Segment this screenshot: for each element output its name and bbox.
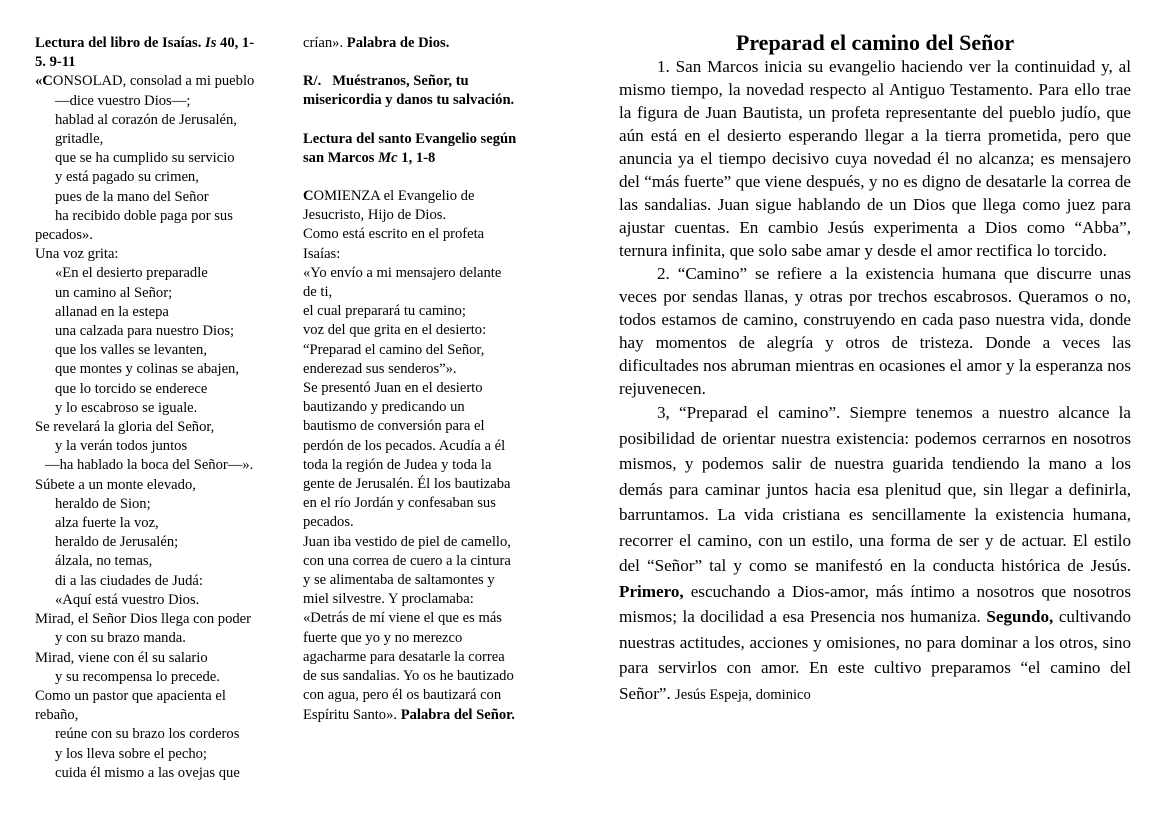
gospel-line: «Yo envío a mi mensajero delante	[303, 264, 502, 281]
gospel-line: con una correa de cuero a la cintura	[303, 552, 511, 569]
gospel-line: Jesucristo, Hijo de Dios.	[303, 207, 447, 224]
psalm-response-line1: R/. Muéstranos, Señor, tu	[303, 73, 469, 90]
commentary-paragraph-3	[619, 400, 1131, 708]
commentary-title: Preparad el camino del Señor	[735, 30, 1015, 55]
gospel-line: Juan iba vestido de piel de camello,	[303, 533, 511, 550]
paragraph-3-text-a: 3, “Preparad el camino”. Siempre tenemos a nuestro alcance la posibilidad de orientar nuestra existencia: podemos cerrarnos en nosotros mismos, y podemos salir de nuestra guarida tendiendo la mano a los demás para caminar juntos hacia esa plenitud que, sin llegar a definirla, barruntamos. La vida cristiana es sencillamente la existencia humana, recorrer el camino, con un estilo, una forma de ser y de actuar. El estilo del “Señor” tal y como se manifestó en la conducta histórica de Jesús.	[619, 403, 1131, 575]
verse-line: Súbete a un monte elevado,	[35, 476, 196, 493]
gospel-line: Se presentó Juan en el desierto	[303, 380, 483, 397]
isaiah-heading-ref-num: 40, 1-	[220, 35, 255, 51]
verse-line: que lo torcido se enderece	[55, 380, 208, 397]
verse-line: y lo escabroso se iguale.	[55, 399, 198, 416]
word-of-lord-label: Palabra del Señor.	[400, 706, 515, 723]
gospel-line: enderezad sus senderos”».	[303, 360, 457, 377]
gospel-heading-line2	[303, 149, 553, 168]
commentary-paragraph-1: 1. San Marcos inicia su evangelio haciendo ver la continuidad y, al mismo tiempo, la novedad respecto al Antiguo Testamento. Para ello trae la figura de Juan Bautista, un profeta representante del pueblo judío, que aún está en el desierto esperando llegar a la tierra prometida, pero que anuncia ya el tiempo decisivo cuya novedad él no alcanza; es mensajero del “más fuerte” que viene después, y no es digno de desatarle la correa de las sandalias. Juan sigue hablando de un Dios que llega como juez para ajustar cuentas. En cambio Jesús experimenta a Dios como “Abba”, ternura infinita, que solo sabe amar y desde el amor rectifica lo torcido.	[619, 57, 1131, 260]
gospel-line: «Detrás de mí viene el que es más	[303, 610, 502, 627]
gospel-line: perdón de los pecados. Acudía a él	[303, 437, 506, 454]
gospel-line: toda la región de Judea y toda la	[303, 456, 492, 473]
verse-line: —ha hablado la boca del Señor—».	[45, 457, 254, 474]
gospel-ref-num: 1, 1-8	[401, 149, 436, 166]
gospel-line: de sus sandalias. Yo os he bautizado	[303, 668, 514, 685]
verse-line: «Aquí está vuestro Dios.	[55, 591, 200, 608]
verse-line: allanad en la estepa	[55, 303, 169, 320]
verse-line: —dice vuestro Dios—;	[55, 92, 191, 109]
isaiah-first-line-text: ONSOLAD, consolad a mi pueblo	[52, 73, 255, 90]
psalm-response-line2: misericordia y danos tu salvación.	[303, 92, 515, 109]
gospel-line: Como está escrito en el profeta	[303, 226, 485, 243]
verse-line: pecados».	[35, 227, 93, 244]
paragraph-3-text-b: escuchando a Dios-amor, más íntimo a nosotros que nosotros mismos; la docilidad a esa Presencia nos humaniza.	[619, 581, 1131, 626]
gospel-line: el cual preparará tu camino;	[303, 303, 466, 320]
second-point-label: Segundo,	[986, 607, 1054, 626]
gospel-line: Isaías:	[303, 245, 341, 262]
gospel-last-line	[303, 706, 553, 725]
verse-line: heraldo de Sion;	[55, 495, 151, 512]
verse-line: que montes y colinas se abajen,	[55, 361, 239, 378]
gospel-line: de ti,	[303, 284, 333, 301]
gospel-heading-text: san Marcos	[303, 149, 375, 166]
gospel-line: bautizando y predicando un	[303, 399, 465, 416]
verse-line: reúne con su brazo los corderos	[55, 726, 240, 743]
verse-line: y los lleva sobre el pecho;	[55, 745, 207, 762]
verse-line: rebaño,	[35, 707, 79, 724]
gospel-drop-letter: C	[303, 188, 314, 205]
gospel-line: “Preparad el camino del Señor,	[303, 341, 485, 358]
isaiah-heading	[35, 34, 290, 53]
verse-line: y está pagado su crimen,	[55, 169, 199, 186]
verse-line: Como un pastor que apacienta el	[35, 687, 226, 704]
isaiah-reading-column	[35, 34, 290, 783]
gospel-line: fuerte que yo y no merezco	[303, 629, 463, 646]
gospel-reading-column	[303, 34, 553, 725]
gospel-line: bautismo de conversión para el	[303, 418, 485, 435]
verse-line: heraldo de Jerusalén;	[55, 534, 179, 551]
verse-line: y la verán todos juntos	[55, 438, 188, 455]
gospel-line: miel silvestre. Y proclamaba:	[303, 591, 474, 608]
verse-line: gritadle,	[55, 131, 104, 148]
gospel-line: agacharme para desatarle la correa	[303, 648, 505, 665]
verse-line: álzala, no temas,	[55, 553, 153, 570]
gospel-line: voz del que grita en el desierto:	[303, 322, 487, 339]
gospel-last-text: Espíritu Santo».	[303, 706, 398, 723]
gospel-heading-line1: Lectura del santo Evangelio según	[303, 130, 517, 147]
verse-line: que se ha cumplido su servicio	[55, 150, 235, 167]
verse-line: un camino al Señor;	[55, 284, 173, 301]
verse-line: hablad al corazón de Jerusalén,	[55, 111, 237, 128]
gospel-line: pecados.	[303, 514, 354, 531]
verse-line: Mirad, el Señor Dios llega con poder	[35, 611, 252, 628]
verse-line: di a las ciudades de Judá:	[55, 572, 203, 589]
paragraph-3-text-c: cultivando nuestras actitudes, acciones y omisiones, no para dominar a los otros, sino para servirlos con amor. En este cultivo preparamos “el camino del Señor”.	[619, 607, 1131, 703]
verse-line: y su recompensa lo precede.	[55, 668, 220, 685]
verse-line: cuida él mismo a las ovejas que	[55, 764, 240, 781]
isaiah-heading-line2: 5. 9-11	[35, 54, 76, 71]
verse-line: una calzada para nuestro Dios;	[55, 323, 235, 340]
gospel-ref: Mc	[378, 149, 398, 166]
first-point-label: Primero,	[619, 581, 684, 601]
verse-line: alza fuerte la voz,	[55, 515, 159, 532]
commentary-paragraph-2: 2. “Camino” se refiere a la existencia humana que discurre unas veces por sendas llanas, y otras por trechos escabrosos. Queramos o no, todos estamos de camino, construyendo en cada paso nuestra vida, donde hay momentos de alegría y otros de tristeza. Donde a veces las dificultades nos abruman mientras en ocasiones el amor y la esperanza nos rejuvenecen.	[619, 264, 1131, 398]
gospel-first-line-text: OMIENZA el Evangelio de	[313, 188, 475, 205]
gospel-line: gente de Jerusalén. Él los bautizaba	[303, 476, 511, 493]
verse-line: que los valles se levanten,	[55, 342, 207, 359]
isaiah-first-line	[35, 72, 290, 91]
commentary-column	[619, 31, 1131, 708]
word-of-god-label: Palabra de Dios.	[346, 35, 450, 51]
isaiah-ending-text: crían».	[303, 35, 344, 51]
isaiah-heading-text: Lectura del libro de Isaías.	[35, 35, 202, 51]
gospel-line: con agua, pero él os bautizará con	[303, 687, 502, 704]
author-signature: Jesús Espeja, dominico	[675, 686, 811, 703]
verse-line: y con su brazo manda.	[55, 630, 186, 647]
verse-line: Se revelará la gloria del Señor,	[35, 419, 215, 436]
gospel-first-line	[303, 187, 553, 206]
verse-line: pues de la mano del Señor	[55, 188, 209, 205]
isaiah-ref: Is	[205, 35, 217, 51]
isaiah-drop-letter: «C	[35, 73, 53, 90]
isaiah-ending	[303, 34, 553, 53]
gospel-line: en el río Jordán y confesaban sus	[303, 495, 496, 512]
verse-line: ha recibido doble paga por sus	[55, 207, 233, 224]
gospel-line: y se alimentaba de saltamontes y	[303, 572, 495, 589]
verse-line: «En el desierto preparadle	[55, 265, 208, 282]
verse-line: Mirad, viene con él su salario	[35, 649, 208, 666]
verse-line: Una voz grita:	[35, 246, 119, 263]
